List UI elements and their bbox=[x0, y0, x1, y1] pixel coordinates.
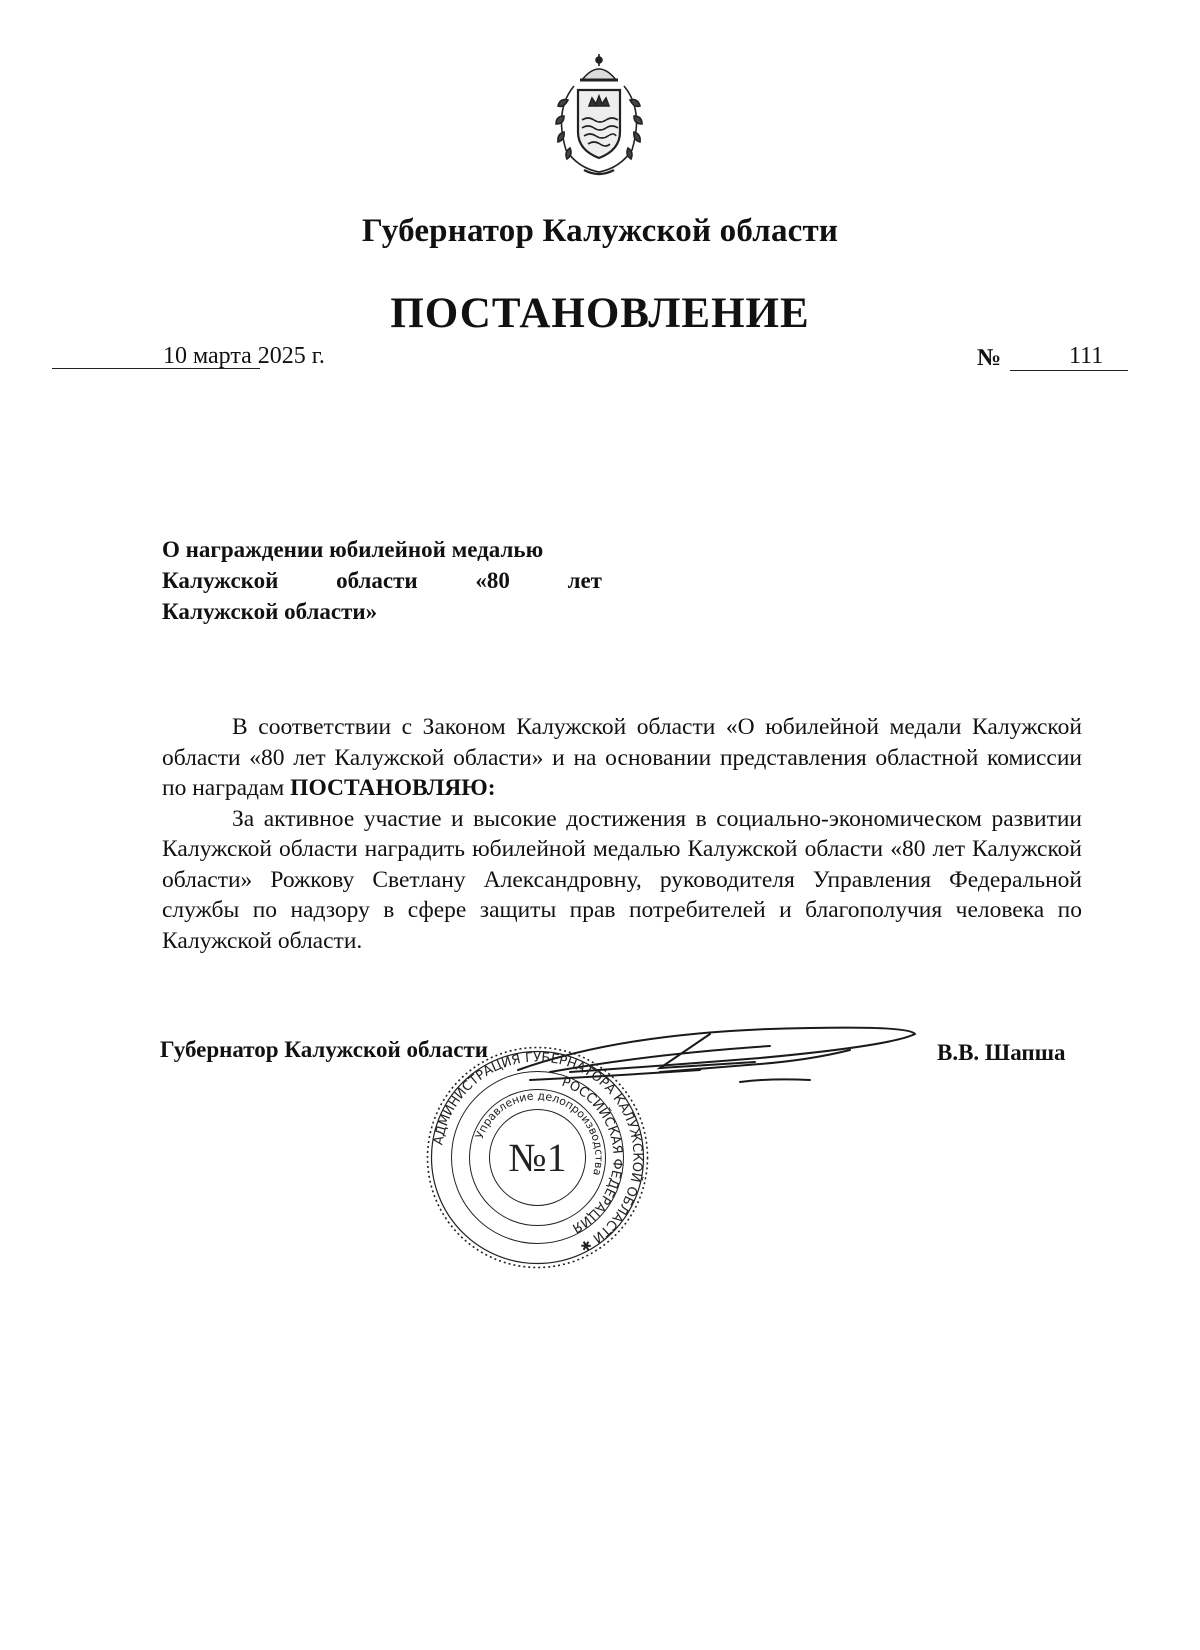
document-date: 10 марта 2025 г. bbox=[163, 343, 325, 369]
seal-inner-text: Управление делопроизводства bbox=[472, 1089, 606, 1178]
document-type: ПОСТАНОВЛЕНИЕ bbox=[390, 290, 810, 337]
subject-line-1: О награждении юбилейной медалью bbox=[162, 537, 544, 562]
coat-of-arms-emblem bbox=[544, 50, 654, 180]
paragraph-text: В соответствии с Законом Калужской области «О юбилейной медали Калужской области «80 лет Калужской области» и на основании представления областной комиссии по наградам bbox=[162, 714, 1082, 801]
subject-line-2 bbox=[162, 565, 602, 596]
subject-line-3: Калужской области» bbox=[162, 599, 378, 624]
number-underline bbox=[1010, 370, 1128, 371]
subject-word: «80 bbox=[475, 568, 510, 593]
resolution-keyword: ПОСТАНОВЛЯЮ: bbox=[290, 775, 496, 801]
document-number: 111 bbox=[1069, 343, 1104, 369]
subject-word: Калужской bbox=[162, 568, 279, 593]
signatory-name: В.В. Шапша bbox=[937, 1040, 1066, 1065]
document-body bbox=[162, 712, 1082, 956]
body-paragraph-2: За активное участие и высокие достижения в социально-экономическом развитии Калужской области наградить юбилейной медалью Калужской области «80 лет Калужской области» Рожкову Светлану Александровну, руководителя Управления Федеральной службы по надзору в сфере защиты прав потребителей и благополучия человека по Калужской области. bbox=[162, 805, 1082, 954]
subject-word: области bbox=[336, 568, 418, 593]
subject-word: лет bbox=[567, 568, 602, 593]
document-subject bbox=[162, 534, 602, 627]
seal-number: №1 bbox=[508, 1135, 567, 1180]
seal-outer-text: АДМИНИСТРАЦИЯ ГУБЕРНАТОРА КАЛУЖСКОЙ ОБЛАСТИ ✱ bbox=[431, 1050, 645, 1254]
body-paragraph-1 bbox=[162, 712, 1082, 804]
number-label: № bbox=[977, 345, 1002, 371]
issuing-authority: Губернатор Калужской области bbox=[361, 213, 839, 249]
seal-upper-text: РОССИЙСКАЯ ФЕДЕРАЦИЯ bbox=[559, 1074, 625, 1236]
official-seal bbox=[425, 1045, 650, 1270]
signatory-position: Губернатор Калужской области bbox=[160, 1037, 489, 1062]
